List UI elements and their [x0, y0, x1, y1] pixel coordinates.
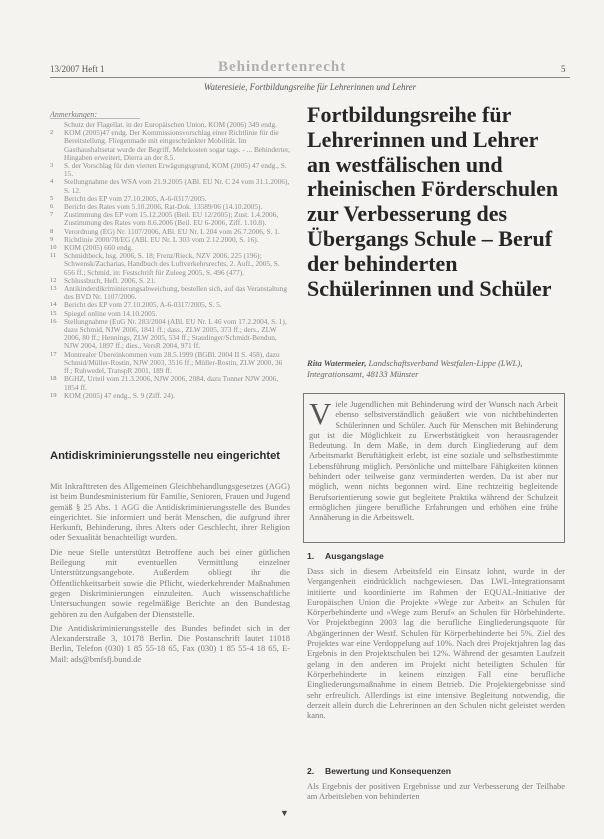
drop-cap: V [309, 396, 332, 431]
author-name: Rita Watermeier, [307, 358, 367, 368]
news-body [50, 481, 290, 668]
footnote-text: Schlussbuch, Hefl. 2006, S. 21. [64, 275, 156, 285]
footnote-number: 7 [50, 211, 54, 219]
news-paragraph: Die neue Stelle unterstützt Betroffene auch bei einer gütlichen Beilegung mit eventuellen Vermittlung einzelner Unterstützungsangebote. Außerdem obliegt ihr die Öffentlichkeitsarbeit sowie die Pflicht, wiederkehrender Maßnahmen gegen Diskriminierungen einzuleiten. Auch wissenschaftliche Untersuchungen sowie regelmäßige Berichte an den Bundestag gehören zu den Aufgaben der Dienststelle. [50, 546, 290, 619]
footnote-item [50, 162, 290, 178]
footnote-number: 16 [50, 317, 57, 325]
footnote-text: KOM (2005) 47 endg., S. 9 (Ziff. 24). [64, 390, 175, 400]
article-byline [307, 358, 565, 379]
footnote-text: Spiegel online vom 14.10.2005. [64, 308, 158, 318]
footnote-number: 17 [50, 350, 57, 358]
news-paragraph: Die Antidiskriminierungsstelle des Bundes befindet sich in der Alexanderstraße 3, 10178 Berlin. Die Postanschrift lautet 11018 Berlin, Telefon (030) 1 85 55-18 65, Fax (030) 1 85 55-4 18 65, E-Mail: ads@bmfsfj.bund.de [50, 622, 290, 664]
footnote-text: Verordnung (EG) Nr. 1107/2006, ABl. EU Nr. L 204 vom 26.7.2006, S. 1. [64, 226, 280, 236]
footnote-number: 4 [50, 178, 54, 186]
footnote-text: Bericht des EP vom 27.10.2005, A-6-0317/2005, S. 5. [64, 300, 222, 310]
section-number: 1. [307, 551, 315, 561]
footnote-number: 12 [50, 276, 57, 284]
footnote-number: 3 [50, 162, 54, 170]
footnote-text: BGHZ, Urteil vom 21.3.2006, NJW 2006, 2084, dazu Tonner NJW 2006, 1854 ff. [64, 374, 279, 392]
footnote-text: Richtlinie 2000/78/EG (ABl. EU Nr. L 303 vom 2.12.2000, S. 16). [64, 234, 259, 244]
footnotes-title: Anmerkungen: [50, 110, 98, 119]
running-subtitle: Wateresieie, Fortbildungsreihe für Lehrerinnen und Lehrer [203, 82, 417, 92]
section-heading [307, 766, 565, 776]
footnote-text: Stellungnahme des WSA vom 21.9.2005 (ABl. EU Nr. C 24 vom 31.1.2006), S. 12. [64, 177, 290, 195]
section-title: Bewertung und Konsequenzen [325, 766, 452, 776]
footnote-number: 5 [50, 194, 54, 202]
footnote-number: 9 [50, 235, 54, 243]
intro-box [303, 393, 565, 543]
footnote-item [50, 211, 290, 227]
footnote-number: 14 [50, 301, 57, 309]
footnote-number: 18 [50, 375, 57, 383]
footnote-item [50, 375, 290, 391]
footnote-text: KOM (2005)47 endg. Der Kommissionsvorschlag einer Richtlinie für die Bereitstellung. Fliegenmade mit eingeschränkter Mobilität. Im Gasthaushaltsetat wurde der Begriff, Mehrkosten sogar tags. - ... Behinderter, Hingaben erweitert, Dierra an der 8.5. [64, 128, 290, 162]
footnote-number: 8 [50, 227, 54, 235]
section-heading [307, 551, 565, 561]
footnote-text: Bericht des Rates vom 5.10.2006, Rat-Dok. 13589/06 (14.10.2005). [64, 202, 263, 212]
section-title: Ausgangslage [325, 551, 384, 561]
footnote-text: Stellungnahme (EuG Nr. 283/2004 (ABl. EU Nr. L 46 vom 17.2.2004, S. 1), dazu Schmid, NJW 2006, 1841 ff.; dass., ZLW 2005, 373 ff.; ders., ZLW 2006, 80 ff.; Hennings, ZLW 2005, 534 ff.; Staudinger/Schmidt-Bendun, NJW 2004, 1897 ff.; dies., VersR 2004, 971 ff. [64, 316, 287, 351]
header-rule [50, 77, 570, 78]
footnote-text: Montrealer Übereinkommen vom 28.5.1999 (BGBl. 2004 II S. 458), dazu Schmid/Müller-Rostin, NJW 2003, 3516 ff.; Müller-Rostin, ZLW 2000, 36 ff.; Ruhwedel, TranspR 2001, 189 ff. [64, 349, 283, 376]
footnote-number: 15 [50, 309, 57, 317]
section-number: 2. [307, 766, 315, 776]
footnote-number: 2 [50, 129, 54, 137]
intro-paragraph [309, 396, 558, 524]
footnote-text: S. der Vorschlag für den vierten Erwägungsgrund, KOM (2005) 47 endg., S. 15. [64, 161, 287, 179]
footnotes-rule [50, 118, 140, 119]
footnote-number: 19 [50, 391, 57, 399]
intro-text: iele Jugendlichen mit Behinderung wird der Wunsch nach Arbeit ebenso selbstverständlich geäußert wie von nichtbehinderten Schülerinnen und Schüler. Auch für Menschen mit Behinderung gut ist die Möglichkeit zu Erwerbstätigkeit von herausragender Bedeutung. In dem Maße, in dem durch Eingliederung auf dem Arbeitsmarkt Beruftätigkeit erlebt, ist eine soziale und selbstbestimmte Lebensführung möglich. Persönliche und mittelbare Fähigkeiten können behindert oder teilweise ganz verminderten werden. Da ist aber nur möglich, wenn nichts begonnen wird. Eine rechtzeitig begleitende Berufsorientierung sowie gut begleitete Praktika während der Schulzeit ermöglichen jüngere berufliche Erfahrungen und erhöhen eine frühe Annäherung in die Arbeitswelt. [309, 400, 558, 523]
footnote-number: 10 [50, 244, 57, 252]
news-paragraph: Mit Inkrafttreten des Allgemeinen Gleichbehandlungsgesetzes (AGG) ist beim Bundesministerium für Familie, Senioren, Frauen und Jugend gemäß § 25 Abs. 1 AGG die Antidiskriminierungsstelle des Bundes eingerichtet. Sie informiert und berät Menschen, die aufgrund ihrer Herkunft, Behinderung, ihres Alters oder Geschlecht, ihrer Religion oder Sexualität benachteiligt wurden. [50, 481, 290, 543]
footnote-text: Antikinderdikriminierungsabweichung, bestellen sich, auf das Veranstaltung des BVD Nr. 1107/2006. [64, 284, 287, 302]
footnote-item [50, 318, 290, 351]
footnote-item [50, 285, 290, 301]
footnote-number: 11 [50, 252, 57, 260]
footnote-text: Bericht des EP vom 27.10.2005, A-6-0317/2005. [64, 193, 207, 203]
footnote-text: Schmidtbeck, hsg. 2006, S. 18; Frenz/Rieck, NZV 2006, 225 (196); Schwensk/Zacharias, Handbuch des Luftverkehrsrechts, 2. Aufl., 2005, S. 656 ff.; Schmid, in: Festschrift für Zuleeg 2005, S. 496 (477). [64, 251, 280, 277]
footnote-text: Zustimmung des EP vom 15.12.2005 (Beil. EU 12/2005); Zust. 1.4.2006, Zustimmung des Rates vom 8.6.2006 (Beil. EU 6-2006, Ziff. 1.10.8). [64, 210, 279, 228]
footnote-item [50, 129, 290, 162]
footnote-number: 6 [50, 203, 54, 211]
footnote-text: KOM (2005) 660 endg. [64, 243, 133, 253]
article-title: Fortbildungsreihe für Lehrerinnen und Lehrer an westfälischen und rheinischen Förderschulen zur Verbesserung des Übergangs Schule – Beruf der behinderten Schülerinnen und Schüler [307, 102, 559, 301]
footnotes-list [50, 121, 290, 400]
footnote-item [50, 351, 290, 376]
author-affiliation: Landschaftsverband Westfalen-Lippe (LWL), Integrationsamt, 48133 Münster [307, 358, 523, 379]
issue-label: 13/2007 Heft 1 [50, 64, 105, 74]
running-title: Behindertenrecht [218, 59, 347, 75]
page-number: 5 [561, 64, 566, 74]
continue-arrow-icon: ▼ [280, 808, 289, 818]
footnote-item [50, 392, 290, 400]
footnote-text: Schutz der Flagellat. in der Europäischen Union, KOM (2006) 349 endg. [64, 120, 277, 129]
news-title: Antidiskriminierungsstelle neu eingerichtet [50, 450, 281, 462]
footnote-number: 13 [50, 285, 57, 293]
section-body: Dass sich in diesem Arbeitsfeld ein Einsatz lohnt, wurde in der Vergangenheit eindrücklich nachgewiesen. Das LWL-Integrationsamt initiierte und koordinierte im Rahmen der EQUAL-Initiative der Europäischen Union die Projekte »Wege zur Arbeit« an Schulen für Körperbehinderte und »Wege zum Beruf« an Schulen für Hörbehinderte. Vor Projektbeginn 2003 lag die berufliche Eingliederungsquote für Abgängerinnen der Westf. Schulen für Körperbehinderte bei 5%. Ziel des Projektes war eine Verdoppelung auf 10%. Nach drei Projektjahren lag das Ergebnis in den Projektschulen bei 12%. Während der gesamten Laufzeit gelang in den anderen im Projekt nicht beteiligten Schulen für Körperbehinderte in keinem einzigen Fall eine berufliche Eingliederungsmaßnahme in einem Betrieb. Die Projektergebnisse sind sehr erfreulich. Allerdings ist eine intensive Begleitung notwendig, die derzeit allein durch die Lehrerinnen an den Schulen nicht geleistet werden kann. [307, 566, 565, 721]
footnote-item [50, 252, 290, 277]
section-body: Als Ergebnis der positiven Ergebnisse und zur Verbesserung der Teilhabe am Arbeitsleben von behinderten [307, 781, 565, 802]
footnote-item [50, 178, 290, 194]
